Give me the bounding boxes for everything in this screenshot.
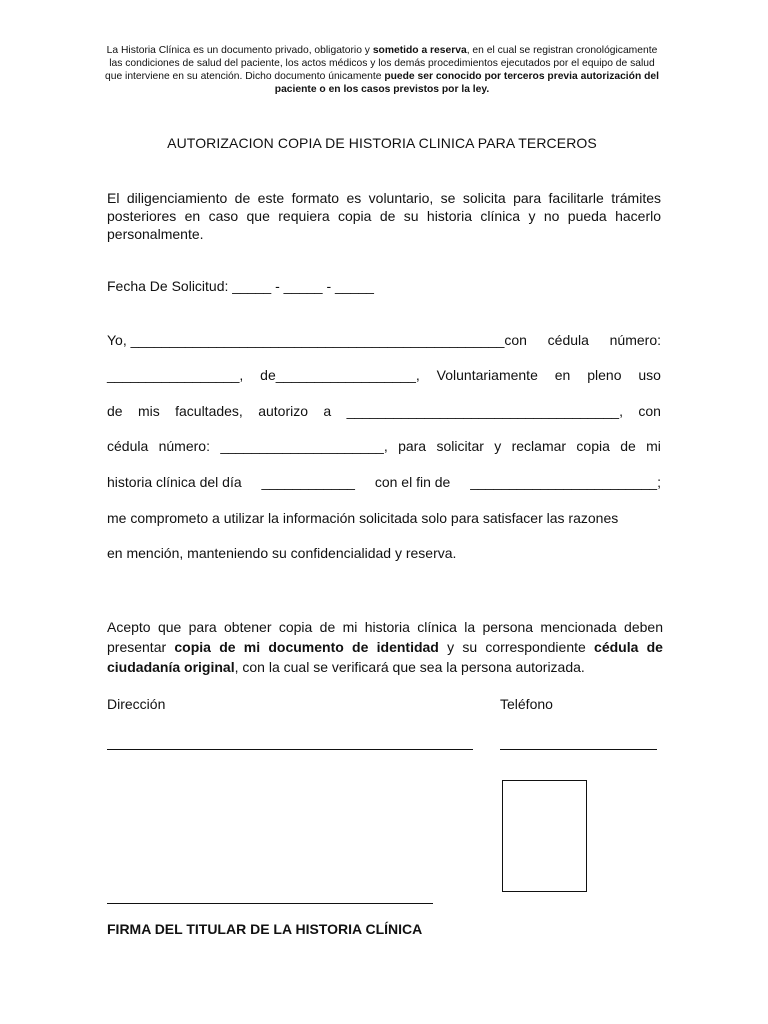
- authorized-person-blank[interactable]: ___________________________________,: [346, 403, 623, 419]
- word: de: [620, 438, 636, 454]
- text-segment: con el fin de: [374, 474, 451, 490]
- body-line-6: me comprometo a utilizar la información solicitada solo para satisfacer las razones: [107, 510, 619, 526]
- acceptance-paragraph: [107, 617, 663, 677]
- record-date-blank[interactable]: ____________: [261, 474, 355, 490]
- word: mi: [646, 438, 661, 454]
- word: a: [323, 403, 332, 419]
- document-title: AUTORIZACION COPIA DE HISTORIA CLINICA PARA TERCEROS: [167, 135, 597, 151]
- name-blank[interactable]: Yo, ________________________________________________con: [107, 332, 527, 348]
- word: copia: [576, 438, 610, 454]
- word: solicitar: [436, 438, 484, 454]
- body-line-7: en mención, manteniendo su confidencialidad y reserva.: [107, 545, 457, 561]
- word: en: [554, 367, 571, 383]
- body-line-4: [107, 438, 661, 454]
- signature-line[interactable]: [107, 903, 433, 904]
- address-label: Dirección: [107, 696, 166, 712]
- phone-line[interactable]: [500, 749, 657, 750]
- word: de: [107, 403, 123, 419]
- body-line-2: [107, 367, 661, 383]
- id-number-blank[interactable]: _________________,: [107, 367, 244, 383]
- body-line-3: [107, 403, 661, 419]
- notice-bold-2: puede ser conocido por terceros previa autorización del paciente o en los casos previstos por la ley.: [274, 71, 659, 95]
- notice-text-2: , en el cual se registran cronológicamente las condiciones de salud del paciente, los actos médicos y los demás procedimientos ejecutados por el equipo de salud que interviene en su atención. Dicho documento únicamente: [104, 45, 658, 82]
- text-segment: historia clínica del día: [107, 474, 242, 490]
- word: facultades,: [175, 403, 243, 419]
- word: cédula: [547, 332, 589, 348]
- accept-bold-2: cédula de ciudadanía original: [107, 639, 663, 675]
- fingerprint-box: [502, 780, 587, 892]
- authorized-id-blank[interactable]: _____________________,: [220, 438, 388, 454]
- id-city-blank[interactable]: de__________________,: [260, 367, 420, 383]
- word: mis: [137, 403, 160, 419]
- word: uso: [638, 367, 661, 383]
- phone-label: Teléfono: [500, 696, 553, 712]
- privacy-notice: [100, 44, 664, 96]
- body-line-1: [107, 332, 661, 348]
- word: Voluntariamente: [436, 367, 538, 383]
- word: y: [494, 438, 502, 454]
- word: para: [398, 438, 427, 454]
- notice-bold-1: sometido a reserva: [372, 45, 467, 56]
- word: autorizo: [258, 403, 309, 419]
- request-date-field[interactable]: Fecha De Solicitud: _____ - _____ - _____: [107, 278, 374, 294]
- word: con: [638, 403, 661, 419]
- body-line-5: [107, 474, 661, 490]
- word: pleno: [587, 367, 622, 383]
- word: reclamar: [511, 438, 567, 454]
- accept-text-3: , con la cual se verificará que sea la persona autorizada.: [234, 659, 585, 675]
- word: número:: [158, 438, 210, 454]
- accept-text-2: y su correspondiente: [438, 639, 595, 655]
- purpose-blank[interactable]: ________________________;: [470, 474, 661, 490]
- address-line[interactable]: [107, 749, 473, 750]
- word: cédula: [107, 438, 149, 454]
- accept-bold-1: copia de mi documento de identidad: [174, 639, 439, 655]
- notice-text-1: La Historia Clínica es un documento privado, obligatorio y: [106, 45, 373, 56]
- signature-label: FIRMA DEL TITULAR DE LA HISTORIA CLÍNICA: [107, 921, 423, 937]
- accept-text-1: Acepto que para obtener copia de mi historia clínica la persona mencionada deben presentar: [107, 619, 663, 655]
- intro-paragraph: El diligenciamiento de este formato es voluntario, se solicita para facilitarle trámites posteriores en caso que requiera copia de su historia clínica y no pueda hacerlo personalmente.: [107, 190, 661, 242]
- word: número:: [609, 332, 661, 348]
